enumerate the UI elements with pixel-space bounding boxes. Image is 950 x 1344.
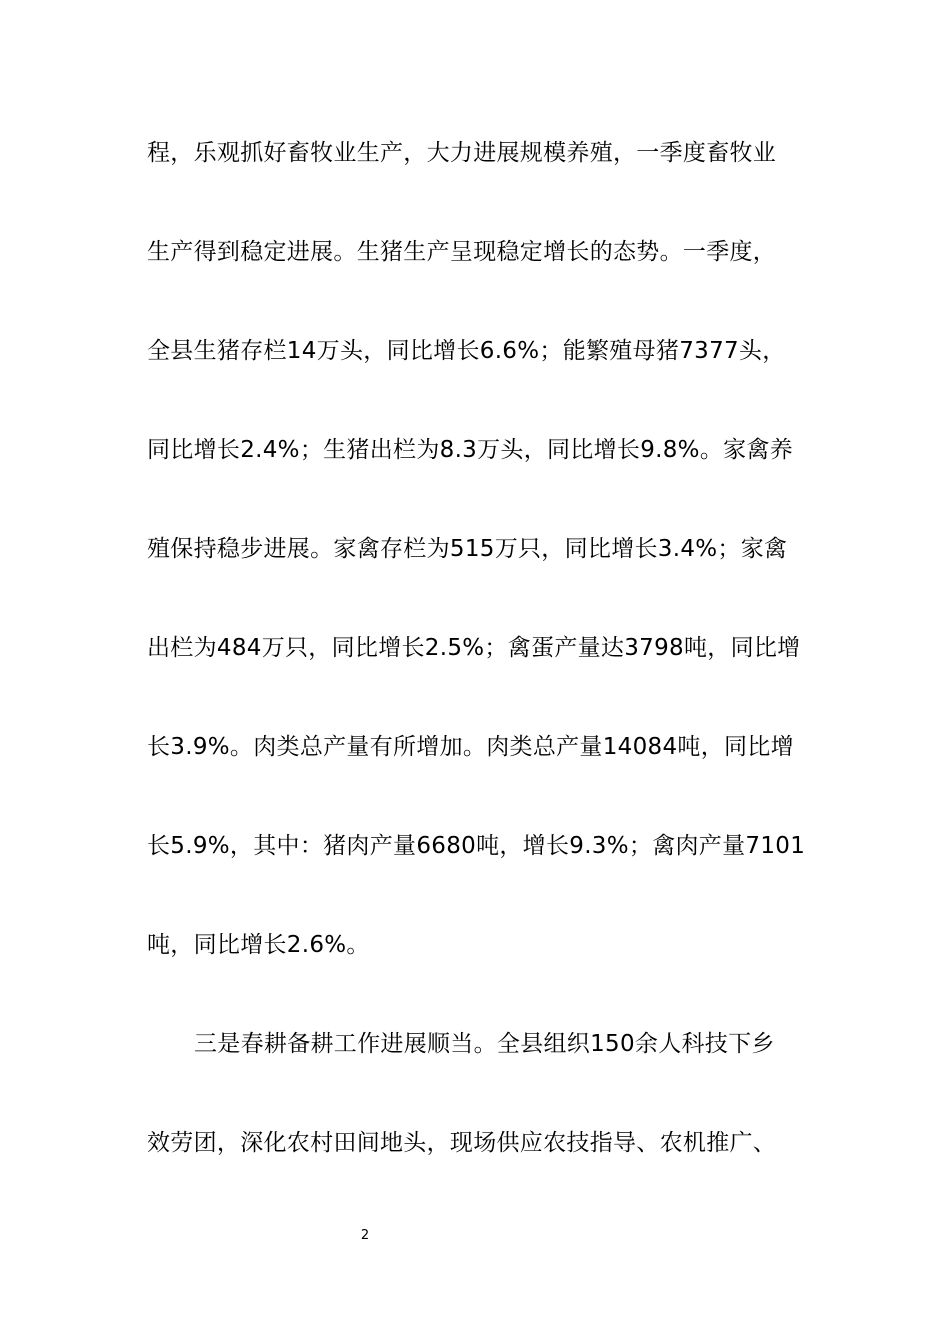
paragraph-start-line: 三是春耕备耕工作进展顺当。全县组织150余人科技下乡 <box>194 1031 775 1057</box>
text-line: 长3.9%。肉类总产量有所增加。肉类总产量14084吨，同比增 <box>147 734 794 760</box>
page-number: 2 <box>360 1228 370 1243</box>
text-line: 程，乐观抓好畜牧业生产，大力进展规模养殖，一季度畜牧业 <box>147 140 777 166</box>
text-line: 效劳团，深化农村田间地头，现场供应农技指导、农机推广、 <box>147 1130 777 1156</box>
text-line: 长5.9%，其中：猪肉产量6680吨，增长9.3%；禽肉产量7101 <box>147 833 806 859</box>
text-line: 吨，同比增长2.6%。 <box>147 932 370 958</box>
text-line: 同比增长2.4%；生猪出栏为8.3万头，同比增长9.8%。家禽养 <box>147 437 794 463</box>
text-line: 生产得到稳定进展。生猪生产呈现稳定增长的态势。一季度， <box>147 239 777 265</box>
text-line: 殖保持稳步进展。家禽存栏为515万只，同比增长3.4%；家禽 <box>147 536 788 562</box>
text-line: 出栏为484万只，同比增长2.5%；禽蛋产量达3798吨，同比增 <box>147 635 801 661</box>
text-line: 全县生猪存栏14万头，同比增长6.6%；能繁殖母猪7377头， <box>147 338 786 364</box>
